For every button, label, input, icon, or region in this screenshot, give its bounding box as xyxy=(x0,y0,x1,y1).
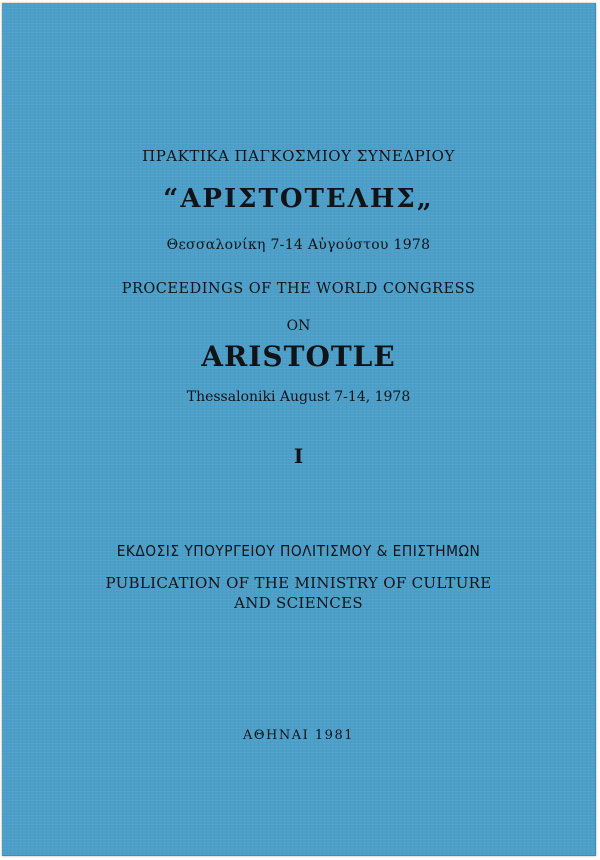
english-publisher-line-1: PUBLICATION OF THE MINISTRY OF CULTURE xyxy=(105,574,492,592)
english-proceedings-heading: PROCEEDINGS OF THE WORLD CONGRESS xyxy=(121,281,476,297)
greek-title: “ΑΡΙΣΤΟΤΕΛΗΣ„ xyxy=(163,184,434,214)
volume-number: I xyxy=(293,444,304,468)
place-and-year: ΑΘΗΝΑΙ 1981 xyxy=(243,728,354,743)
book-cover xyxy=(2,3,596,856)
greek-date-line: Θεσσαλονίκη 7-14 Αὐγούστου 1978 xyxy=(166,237,431,253)
english-on: ON xyxy=(286,318,311,334)
english-title: ARISTOTLE xyxy=(201,340,396,373)
english-date-line: Thessaloniki August 7-14, 1978 xyxy=(186,389,411,405)
greek-proceedings-heading: ΠΡΑΚΤΙΚΑ ΠΑΓΚΟΣΜΙΟΥ ΣΥΝΕΔΡΙΟΥ xyxy=(142,147,455,165)
english-publisher-line-2: AND SCIENCES xyxy=(234,594,363,612)
greek-publisher: ΕΚΔΟΣΙΣ ΥΠΟΥΡΓΕΙΟΥ ΠΟΛΙΤΙΣΜΟΥ & ΕΠΙΣΤΗΜΩΝ xyxy=(116,542,481,560)
